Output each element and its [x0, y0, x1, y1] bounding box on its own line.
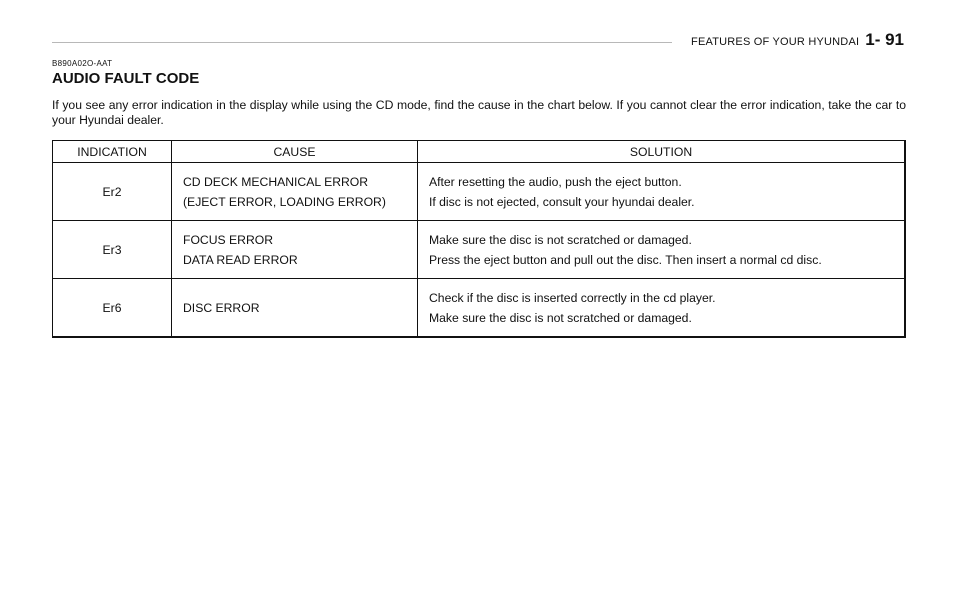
solution-line: Check if the disc is inserted correctly in the cd player. — [429, 290, 716, 305]
solution-line: Press the eject button and pull out the disc. Then insert a normal cd disc. — [429, 252, 822, 267]
solution-cell — [418, 163, 906, 221]
solution-line: If disc is not ejected, consult your hyundai dealer. — [429, 194, 695, 209]
solution-cell — [418, 279, 906, 338]
solution-line: Make sure the disc is not scratched or damaged. — [429, 232, 692, 247]
table-header-row — [53, 141, 906, 163]
header-solution: SOLUTION — [418, 141, 906, 163]
indication-cell: Er3 — [53, 221, 172, 279]
header-cause: CAUSE — [172, 141, 418, 163]
cause-line: DISC ERROR — [183, 300, 260, 315]
cause-cell — [172, 279, 418, 338]
cause-line: (EJECT ERROR, LOADING ERROR) — [183, 194, 386, 209]
page-number: 1- 91 — [865, 30, 904, 49]
table-row — [53, 221, 906, 279]
cause-line: FOCUS ERROR — [183, 232, 274, 247]
table-row — [53, 163, 906, 221]
solution-line: Make sure the disc is not scratched or damaged. — [429, 310, 692, 325]
page-header — [691, 30, 904, 50]
intro-paragraph: If you see any error indication in the display while using the CD mode, find the cause in the chart below. If you cannot clear the error indication, take the car to your Hyundai dealer. — [52, 98, 906, 127]
indication-cell: Er6 — [53, 279, 172, 338]
fault-code-table — [52, 140, 906, 338]
header-indication: INDICATION — [53, 141, 172, 163]
cause-line: DATA READ ERROR — [183, 252, 298, 267]
header-rule — [52, 42, 672, 43]
cause-cell — [172, 163, 418, 221]
solution-line: After resetting the audio, push the eject button. — [429, 174, 682, 189]
indication-cell: Er2 — [53, 163, 172, 221]
solution-cell — [418, 221, 906, 279]
page-title: AUDIO FAULT CODE — [52, 70, 200, 87]
cause-line: CD DECK MECHANICAL ERROR — [183, 174, 369, 189]
table-row — [53, 279, 906, 338]
document-code: B890A02O-AAT — [52, 59, 113, 68]
cause-cell — [172, 221, 418, 279]
section-label: FEATURES OF YOUR HYUNDAI — [691, 36, 860, 48]
